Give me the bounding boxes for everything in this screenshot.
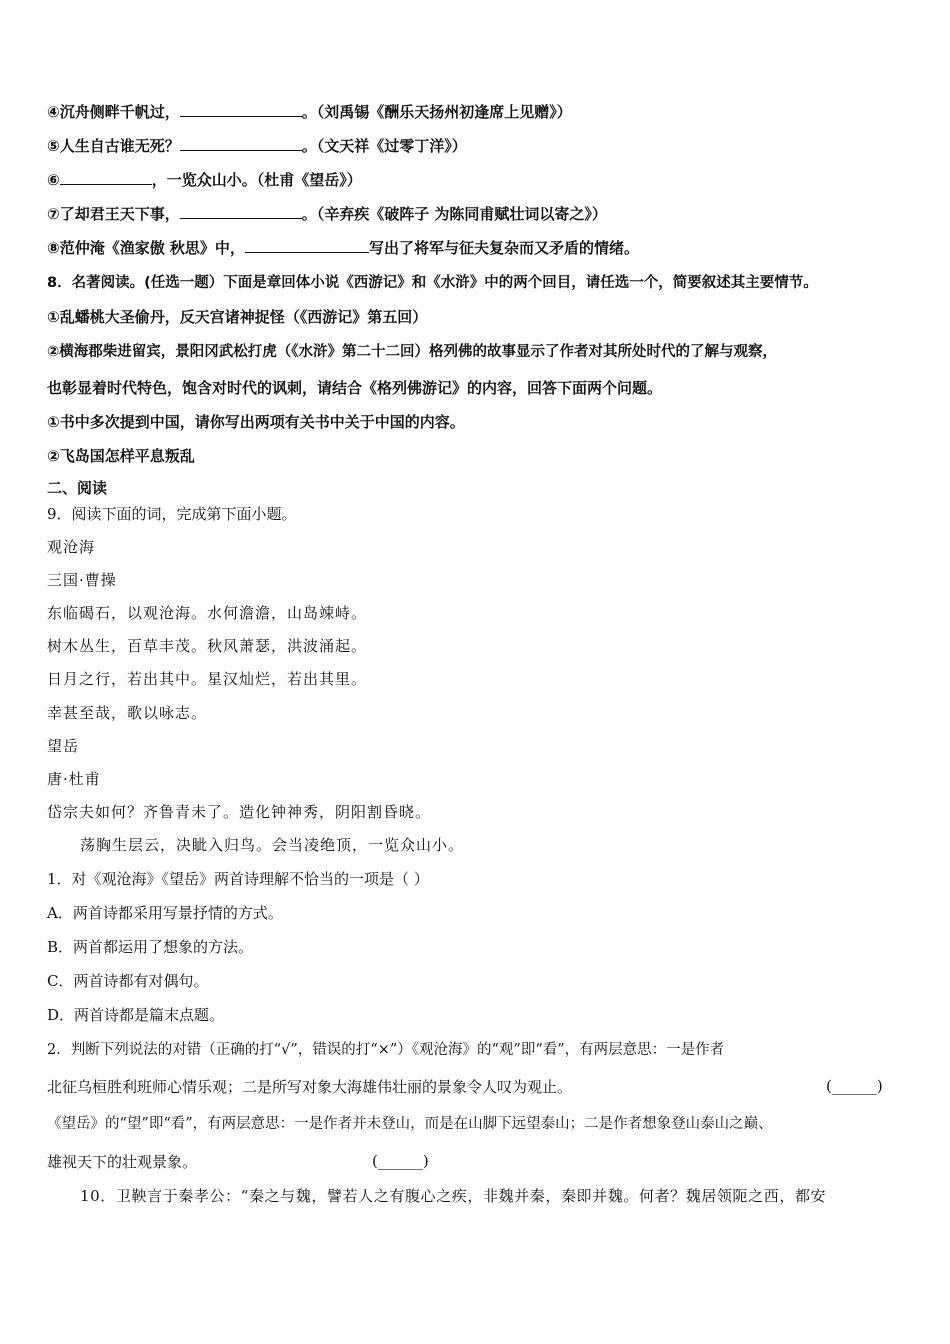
poem1-author: 三国·曹操 — [47, 571, 117, 589]
blank-line-8 — [47, 238, 639, 258]
blank-suffix: ，一览众山小。（杜甫《望岳》） — [151, 171, 362, 189]
blank-line-7 — [47, 204, 607, 224]
answer-paren-2[interactable]: (______) — [372, 1152, 429, 1170]
mc-option-c: C．两首诗都有对偶句。 — [47, 972, 209, 990]
poem2-line: 岱宗夫如何？齐鲁青未了。造化钟神秀，阴阳割昏晓。 — [47, 803, 432, 821]
blank-prefix: ⑦了却君王天下事， — [47, 205, 180, 223]
blank-prefix: ⑥ — [47, 171, 60, 189]
poem1-line: 东临碣石，以观沧海。水何澹澹，山岛竦峙。 — [47, 604, 368, 622]
poem1-title: 观沧海 — [47, 538, 96, 556]
blank-suffix: 写出了将军与征夫复杂而又矛盾的情绪。 — [368, 239, 639, 257]
q8-prompt: 8．名著阅读。(任选一题）下面是章回体小说《西游记》和《水浒》中的两个回目，请任选一个，简要叙述其主要情节。 — [47, 275, 818, 291]
answer-blank[interactable] — [245, 238, 369, 253]
poem2-line: 荡胸生层云，决眦入归鸟。会当凌绝顶，一览众山小。 — [80, 836, 465, 854]
poem1-line: 日月之行，若出其中。星汉灿烂，若出其里。 — [47, 670, 368, 688]
q8-option-1: ①乱蟠桃大圣偷丹，反天宫诸神捉怪（《西游记》第五回） — [47, 308, 428, 326]
answer-blank[interactable] — [180, 102, 302, 117]
q10-line-1: 10．卫鞅言于秦孝公：“秦之与魏，譬若人之有腹心之疾，非魏并秦，秦即并魏。何者？魏居领阨之西，都安 — [80, 1187, 827, 1205]
answer-blank[interactable] — [180, 204, 302, 219]
blank-suffix: 。（辛弃疾《破阵子 为陈同甫赋壮词以寄之》） — [301, 205, 607, 223]
mc-question: 1．对《观沧海》《望岳》两首诗理解不恰当的一项是（ ） — [47, 870, 429, 888]
blank-prefix: ④沉舟侧畔千帆过， — [47, 103, 180, 121]
q9-intro: 9．阅读下面的词，完成第下面小题。 — [47, 505, 297, 523]
answer-blank[interactable] — [180, 136, 302, 151]
q8-option-2-cont: 也彰显着时代特色，饱含对时代的讽刺，请结合《格列佛游记》的内容，回答下面两个问题。 — [47, 379, 663, 397]
answer-paren-1[interactable]: (______) — [826, 1077, 883, 1095]
mc-option-d: D．两首诗都是篇末点题。 — [47, 1006, 225, 1024]
judge-line-1: 2．判断下列说法的对错（正确的打“√”，错误的打“×”）《观沧海》的“观”即“看”，有两层意思：一是作者 — [47, 1042, 725, 1058]
judge-line-2: 北征乌桓胜利班师心情乐观；二是所写对象大海雄伟壮丽的景象令人叹为观止。 — [47, 1078, 573, 1096]
blank-line-4 — [47, 102, 572, 122]
judge-line-3: 《望岳》的“望”即“看”，有两层意思：一是作者并未登山，而是在山脚下远望泰山；二是作者想象登山泰山之巅、 — [47, 1116, 773, 1132]
q8-sub-2: ②飞岛国怎样平息叛乱 — [47, 447, 195, 465]
poem1-line: 幸甚至哉，歌以咏志。 — [47, 704, 208, 722]
blank-prefix: ⑧范仲淹《渔家傲 秋思》中， — [47, 239, 245, 257]
poem2-title: 望岳 — [47, 737, 80, 755]
poem2-author: 唐·杜甫 — [47, 770, 101, 788]
q8-sub-1: ①书中多次提到中国，请你写出两项有关书中关于中国的内容。 — [47, 413, 465, 431]
blank-suffix: 。（刘禹锡《酬乐天扬州初逢席上见赠》） — [301, 103, 572, 121]
blank-prefix: ⑤人生自古谁无死？ — [47, 137, 180, 155]
mc-option-b: B．两首都运用了想象的方法。 — [47, 938, 254, 956]
answer-blank[interactable] — [60, 170, 152, 185]
judge-line-4: 雄视天下的壮观景象。 — [47, 1153, 198, 1171]
section-heading: 二、阅读 — [47, 479, 108, 497]
blank-line-6 — [47, 170, 362, 190]
blank-suffix: 。（文天祥《过零丁洋》） — [301, 137, 467, 155]
mc-option-a: A．两首诗都采用写景抒情的方式。 — [47, 904, 283, 922]
poem1-line: 树木丛生，百草丰茂。秋风萧瑟，洪波涌起。 — [47, 637, 368, 655]
blank-line-5 — [47, 136, 467, 156]
q8-option-2: ②横海郡柴进留宾，景阳冈武松打虎（《水浒》第二十二回）格列佛的故事显示了作者对其所处时代的了解与观察， — [47, 344, 778, 360]
